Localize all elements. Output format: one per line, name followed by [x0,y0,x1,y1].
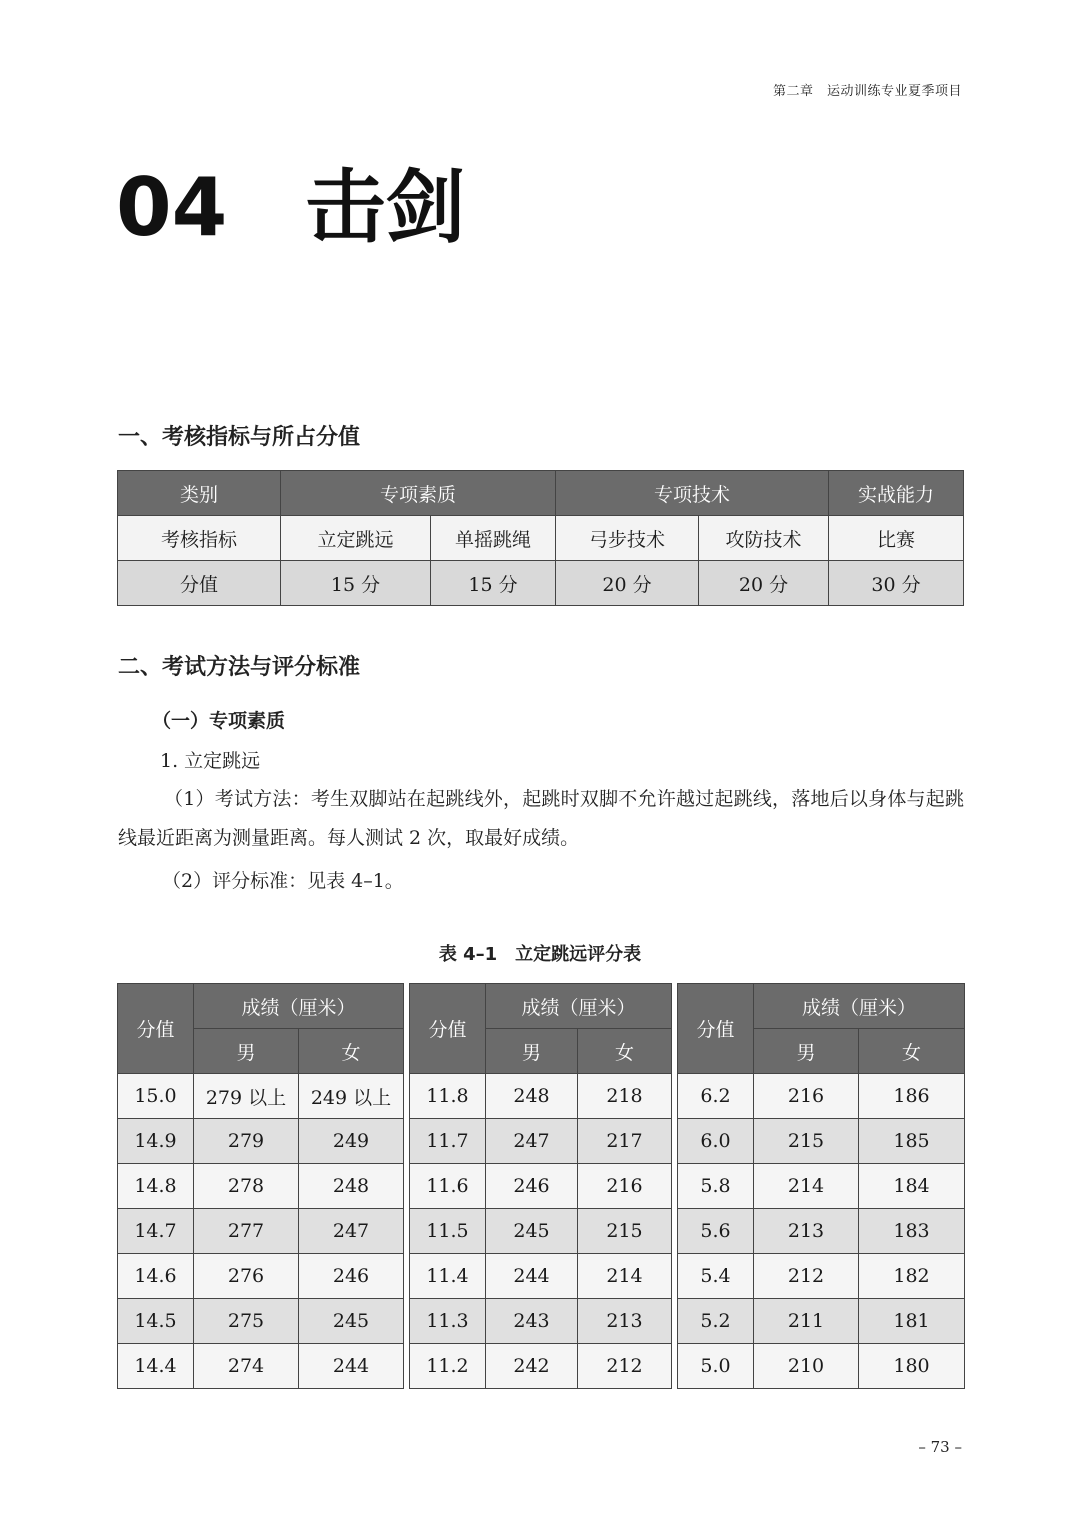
table-row [410,1164,672,1209]
table-cell: 11.7 [410,1119,486,1164]
table-cell: 213 [754,1209,859,1254]
score-table-block-2 [409,983,672,1389]
table-cell: 15 分 [281,561,431,606]
table-cell: 215 [578,1209,672,1254]
table-cell: 186 [859,1074,965,1119]
table-cell: 214 [578,1254,672,1299]
table-cell: 244 [299,1344,404,1389]
table-cell: 246 [299,1254,404,1299]
table-cell: 278 [194,1164,299,1209]
table-cell: 242 [486,1344,578,1389]
table-cell: 248 [486,1074,578,1119]
table-row [118,1344,404,1389]
paragraph-test-method: （1）考试方法：考生双脚站在起跳线外，起跳时双脚不允许越过起跳线，落地后以身体与起跳线最近距离为测量距离。每人测试 2 次，取最好成绩。 [118,788,964,849]
table-cell: 248 [299,1164,404,1209]
indicator-table [117,470,964,606]
table-cell: 180 [859,1344,965,1389]
header-score: 分值 [678,984,754,1074]
table-cell: 184 [859,1164,965,1209]
table-cell: 183 [859,1209,965,1254]
table-cell: 247 [299,1209,404,1254]
section-heading-indicators: 一、考核指标与所占分值 [118,424,361,450]
table-cell: 14.7 [118,1209,194,1254]
table-row [118,1299,404,1344]
table-cell: 6.2 [678,1074,754,1119]
table-cell: 30 分 [829,561,964,606]
table-row [678,1164,965,1209]
chapter-number: 04 [116,161,228,254]
table-cell: 11.4 [410,1254,486,1299]
table-caption: 表 4–1 立定跳远评分表 [438,944,642,965]
table-row [410,1254,672,1299]
table-cell: 11.5 [410,1209,486,1254]
table-row [678,1209,965,1254]
table-cell: 213 [578,1299,672,1344]
header-female: 女 [859,1029,965,1074]
table-cell: 弓步技术 [556,516,699,561]
table-row [678,1299,965,1344]
header-cell: 类别 [118,471,281,516]
table-cell: 20 分 [556,561,699,606]
table-row [410,1074,672,1119]
table-row [678,1254,965,1299]
chapter-title [116,161,466,254]
paragraph-scoring-criteria: （2）评分标准：见表 4–1。 [162,870,404,892]
table-cell: 5.2 [678,1299,754,1344]
table-cell: 244 [486,1254,578,1299]
score-row [118,561,964,606]
table-cell: 279 [194,1119,299,1164]
header-score: 分值 [118,984,194,1074]
table-cell: 217 [578,1119,672,1164]
header-cell: 实战能力 [829,471,964,516]
table-row [678,1344,965,1389]
table-cell: 245 [486,1209,578,1254]
header-score: 分值 [410,984,486,1074]
table-cell: 279 以上 [194,1074,299,1119]
header-result: 成绩（厘米） [194,984,404,1029]
table-row [118,1209,404,1254]
table-cell: 5.8 [678,1164,754,1209]
header-cell: 专项技术 [556,471,829,516]
header-female: 女 [578,1029,672,1074]
table-row [410,1209,672,1254]
table-row [118,1254,404,1299]
table-cell: 14.8 [118,1164,194,1209]
header-male: 男 [754,1029,859,1074]
header-cell: 专项素质 [281,471,556,516]
table-cell: 249 [299,1119,404,1164]
table-cell: 分值 [118,561,281,606]
table-cell: 181 [859,1299,965,1344]
table-cell: 14.9 [118,1119,194,1164]
table-cell: 216 [754,1074,859,1119]
table-cell: 5.4 [678,1254,754,1299]
table-cell: 245 [299,1299,404,1344]
table-cell: 6.0 [678,1119,754,1164]
table-cell: 215 [754,1119,859,1164]
table-cell: 210 [754,1344,859,1389]
table-cell: 比赛 [829,516,964,561]
table-cell: 5.0 [678,1344,754,1389]
chapter-name: 击剑 [305,161,466,254]
table-cell: 275 [194,1299,299,1344]
table-row [118,1164,404,1209]
table-cell: 249 以上 [299,1074,404,1119]
table-cell: 214 [754,1164,859,1209]
table-cell: 14.4 [118,1344,194,1389]
indicator-table-header [118,471,964,516]
table-cell: 243 [486,1299,578,1344]
header-result: 成绩（厘米） [754,984,965,1029]
table-row [118,1074,404,1119]
table-cell: 216 [578,1164,672,1209]
table-cell: 277 [194,1209,299,1254]
score-table-block-3 [677,983,965,1389]
table-cell: 211 [754,1299,859,1344]
table-cell: 185 [859,1119,965,1164]
running-header: 第二章 运动训练专业夏季项目 [772,84,962,99]
table-cell: 246 [486,1164,578,1209]
table-cell: 15 分 [431,561,556,606]
table-cell: 15.0 [118,1074,194,1119]
subheading-physical-quality: （一）专项素质 [152,710,286,732]
table-cell: 立定跳远 [281,516,431,561]
table-cell: 182 [859,1254,965,1299]
table-row [410,1299,672,1344]
table-row [678,1119,965,1164]
page-number: – 73 – [918,1438,962,1456]
table-row [410,1119,672,1164]
table-cell: 14.5 [118,1299,194,1344]
table-cell: 攻防技术 [699,516,829,561]
table-row [410,1344,672,1389]
table-cell: 20 分 [699,561,829,606]
section-heading-methods: 二、考试方法与评分标准 [118,654,361,680]
table-cell: 单摇跳绳 [431,516,556,561]
table-row [118,1119,404,1164]
score-table-block-1 [117,983,404,1389]
table-cell: 11.8 [410,1074,486,1119]
table-cell: 11.2 [410,1344,486,1389]
table-cell: 212 [754,1254,859,1299]
table-cell: 247 [486,1119,578,1164]
table-cell: 276 [194,1254,299,1299]
table-cell: 考核指标 [118,516,281,561]
item-standing-long-jump: 1. 立定跳远 [160,750,261,772]
header-female: 女 [299,1029,404,1074]
table-cell: 14.6 [118,1254,194,1299]
header-result: 成绩（厘米） [486,984,672,1029]
header-male: 男 [194,1029,299,1074]
indicator-row [118,516,964,561]
table-cell: 212 [578,1344,672,1389]
table-cell: 11.6 [410,1164,486,1209]
table-cell: 274 [194,1344,299,1389]
header-male: 男 [486,1029,578,1074]
table-cell: 5.6 [678,1209,754,1254]
table-cell: 218 [578,1074,672,1119]
table-row [678,1074,965,1119]
table-cell: 11.3 [410,1299,486,1344]
